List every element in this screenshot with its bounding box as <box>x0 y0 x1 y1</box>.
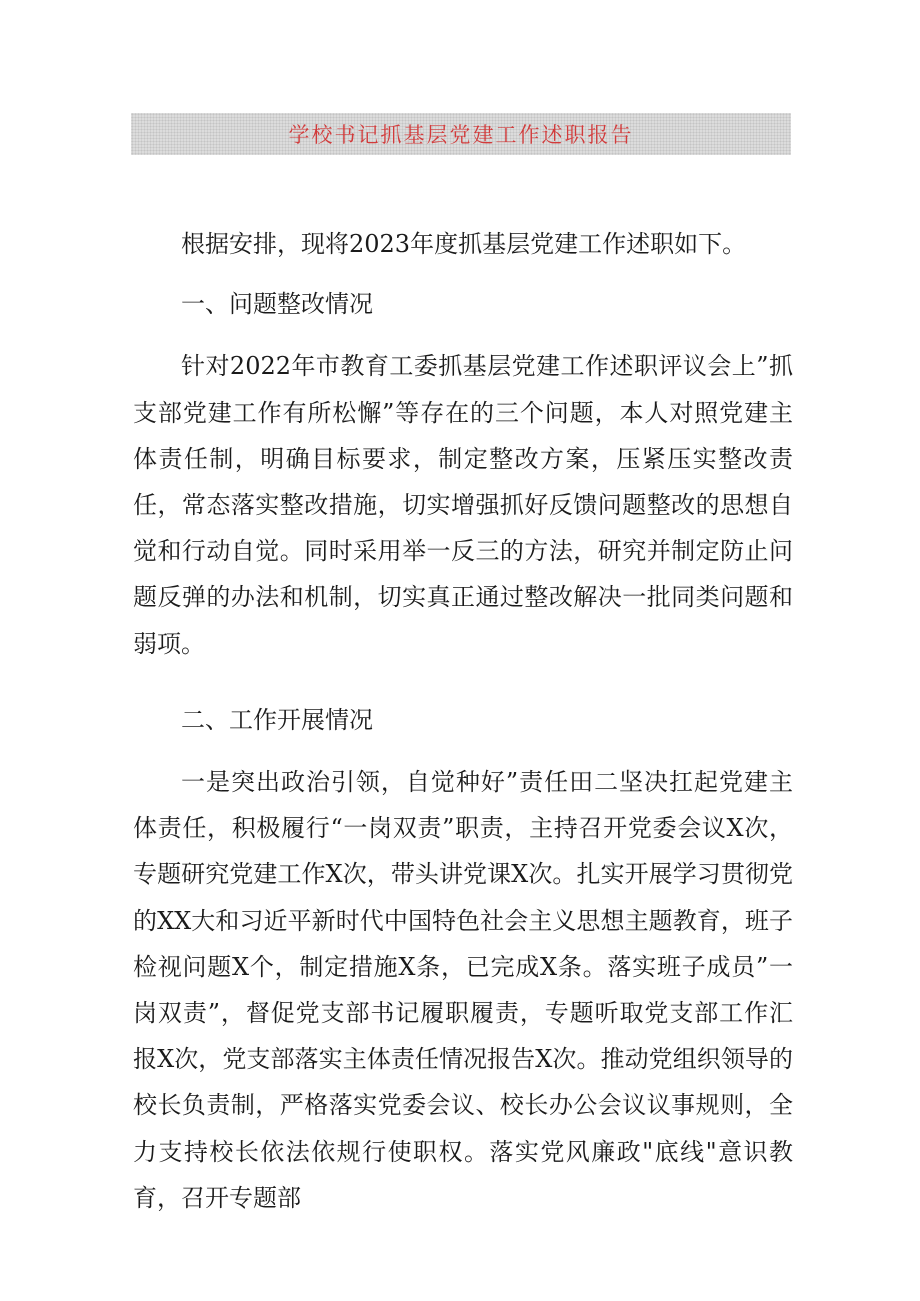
intro-paragraph: 根据安排，现将2023年度抓基层党建工作述职如下。 <box>181 230 747 258</box>
document-title-banner <box>131 113 791 155</box>
section2-paragraph: 一是突出政治引领，自觉种好”责任田二坚决扛起党建主体责任，积极履行“一岗双责”职责，主持召开党委会议X次，专题研究党建工作X次，带头讲党课X次。扎实开展学习贯彻党的XX大和习近平新时代中国特色社会主义思想主题教育，班子检视问题X个，制定措施X条，已完成X条。落实班子成员”一岗双责”，督促党支部书记履职履责，专题听取党支部工作汇报X次，党支部落实主体责任情况报告X次。推动党组织领导的校长负责制，严格落实党委会议、校长办公会议议事规则，全力支持校长依法依规行使职权。落实党风廉政"底线"意识教育，召开专题部 <box>133 768 793 1212</box>
document-title: 学校书记抓基层党建工作述职报告 <box>288 123 634 147</box>
section1-heading: 一、问题整改情况 <box>181 290 373 319</box>
document-body <box>133 221 793 1221</box>
section1-paragraph: 针对2022年市教育工委抓基层党建工作述职评议会上”抓支部党建工作有所松懈”等存在的三个问题，本人对照党建主体责任制，明确目标要求，制定整改方案，压紧压实整改责任，常态落实整改措施，切实增强抓好反馈问题整改的思想自觉和行动自觉。同时采用举一反三的方法，研究并制定防止问题反弹的办法和机制，切实真正通过整改解决一批同类问题和弱项。 <box>133 352 793 658</box>
section2-heading: 二、工作开展情况 <box>181 705 373 734</box>
